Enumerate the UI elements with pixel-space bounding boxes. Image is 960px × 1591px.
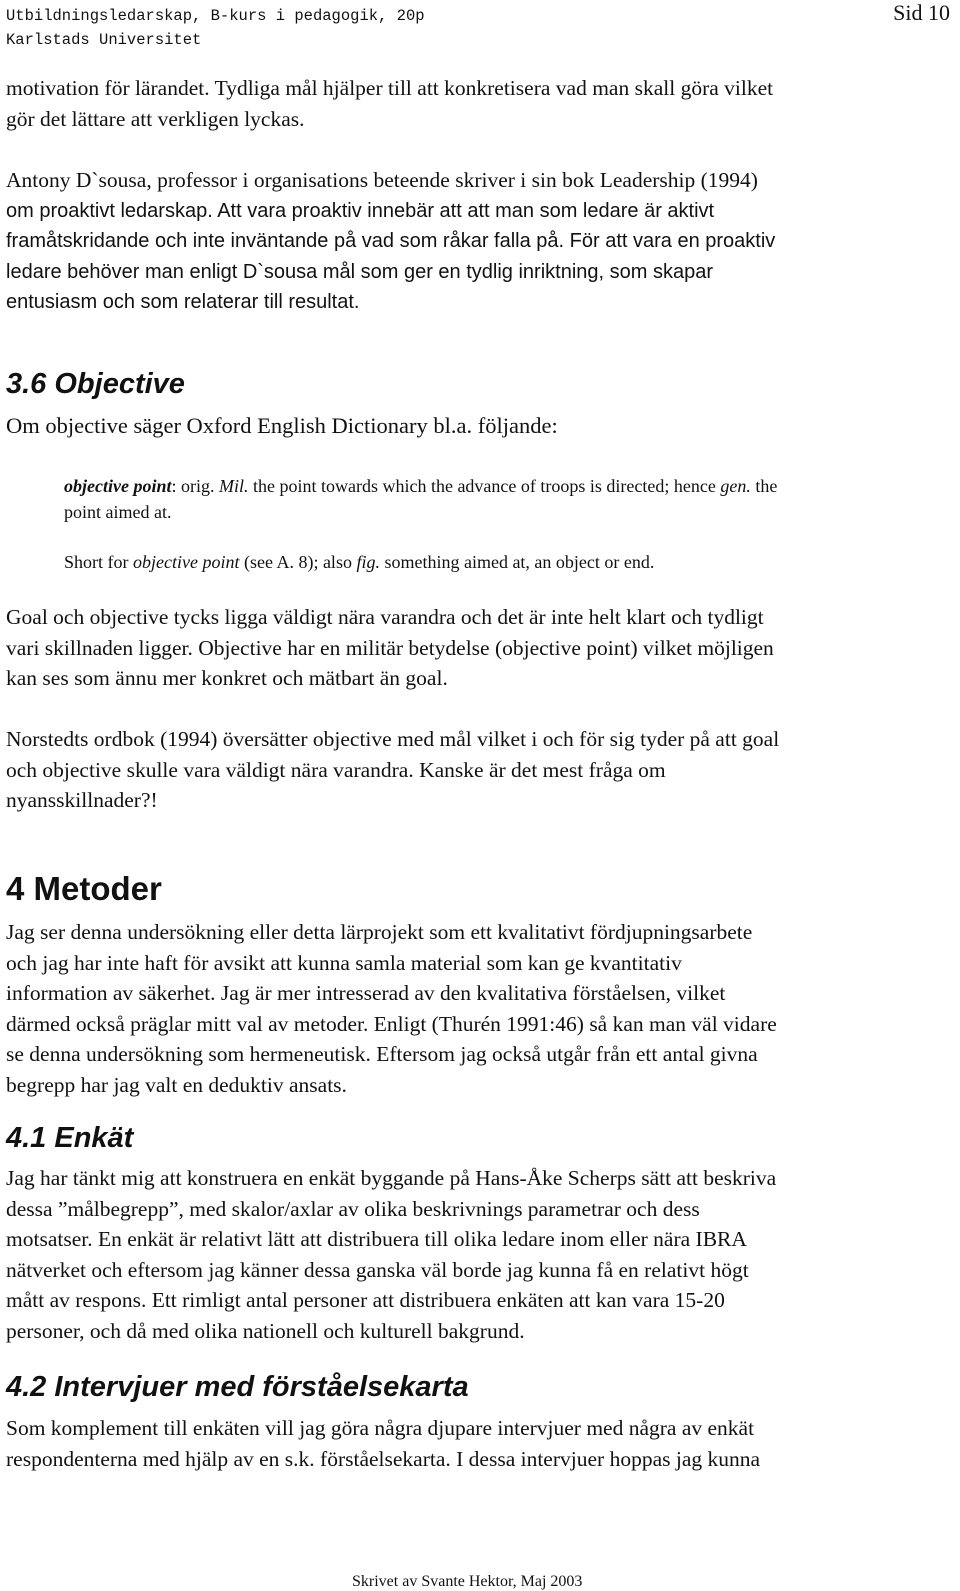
text-line: framåtskridande och inte inväntande på vad som råkar falla på. För att vara en proaktiv [6,230,776,252]
quote-term: objective point [133,552,240,572]
quote-abbrev: Mil. [218,476,249,496]
section-heading-4-2: 4.2 Intervjuer med förståelsekarta [6,1371,469,1403]
text-line: motsatser. En enkät är relativt lätt att distribuera till olika ledare inom eller nära IBRA [6,1227,747,1251]
page-number: Sid 10 [893,0,950,25]
text-line: ledare behöver man enligt D`sousa mål som ger en tydlig inriktning, som skapar [6,260,714,283]
quote-line [64,549,777,575]
paragraph-goal-objective [6,602,956,694]
text-line: kan ses som ännu mer konkret och mätbart än goal. [6,666,448,690]
text-line: motivation för lärandet. Tydliga mål hjälper till att konkretisera vad man skall göra vilket [6,76,774,100]
text-line: och jag har inte haft för avsikt att kunna samla material som kan ge kvantitativ [6,950,682,975]
quote-abbrev: fig. [356,552,380,572]
quote-text: something aimed at, an object or end. [379,552,655,572]
text-line: nyansskillnader?! [6,788,158,812]
university-name: Karlstads Universitet [6,31,202,49]
quote-line [64,473,777,499]
paragraph-intervjuer [6,1413,956,1474]
text-line: gör det lättare att verkligen lyckas. [6,106,305,131]
text-line: respondenterna med hjälp av en s.k. förståelsekarta. I dessa intervjuer hoppas jag kunna [6,1446,761,1471]
section-heading-4-1: 4.1 Enkät [6,1122,134,1154]
section-heading-3-6: 3.6 Objective [6,368,185,400]
quote-text: the point towards which the advance of troops is directed; hence [248,476,721,496]
course-title: Utbildningsledarskap, B-kurs i pedagogik, 20p [6,7,425,25]
text-line: mått av respons. Ett rimligt antal personer att distribuera enkäten att kan vara 15-20 [6,1288,725,1312]
text-line: Jag ser denna undersökning eller detta lärprojekt som ett kvalitativt fördjupningsarbete [6,920,753,944]
text-line: Goal och objective tycks ligga väldigt nära varandra och det är inte helt klart och tydligt [6,605,764,629]
text-line: entusiasm och som relaterar till resultat. [6,291,360,313]
paragraph-motivation [6,73,956,134]
page-footer: Skrivet av Svante Hektor, Maj 2003 [352,1573,583,1590]
text-line: därmed också präglar mitt val av metoder. Enligt (Thurén 1991:46) så kan man väl vidare [6,1011,777,1036]
text-line: dessa ”målbegrepp”, med skalor/axlar av olika beskrivnings parametrar och dess [6,1196,700,1221]
quote-line: point aimed at. [64,502,172,522]
section-intro: Om objective säger Oxford English Dictionary bl.a. följande: [6,413,558,438]
text-line: Antony D`sousa, professor i organisations beteende skriver i sin bok Leadership (1994) [6,168,758,192]
paragraph-dsousa [6,165,956,318]
quote-text: Short for [64,552,133,572]
text-line: personer, och då med olika nationell och kulturell bakgrund. [6,1318,525,1343]
text-line: Norstedts ordbok (1994) översätter objective med mål vilket i och för sig tyder på att goal [6,727,780,751]
paragraph-enkat [6,1163,956,1346]
text-line: nätverket och eftersom jag känner dessa ganska väl borde jag kunna få en relativt högt [6,1257,749,1282]
text-line: begrepp har jag valt en deduktiv ansats. [6,1072,347,1097]
text-line: se denna undersökning som hermeneutisk. Eftersom jag också utgår från ett antal givna [6,1042,758,1066]
section-heading-4: 4 Metoder [6,870,162,907]
quote-abbrev: gen. [720,476,751,496]
text-line: vari skillnaden ligger. Objective har en militär betydelse (objective point) vilket möjligen [6,635,774,660]
text-line: information av säkerhet. Jag är mer intresserad av den kvalitativa förståelsen, vilket [6,981,726,1005]
running-header [6,4,425,52]
text-line: om proaktivt ledarskap. Att vara proaktiv innebär att att man som ledare är aktivt [6,199,715,222]
quote-text: the [750,476,778,496]
text-line: och objective skulle vara väldigt nära varandra. Kanske är det mest fråga om [6,757,666,782]
quote-text: : orig. [171,476,219,496]
paragraph-norstedts [6,724,956,816]
text-line: Som komplement till enkäten vill jag göra några djupare intervjuer med några av enkät [6,1416,755,1440]
quote-term: objective point [64,476,172,496]
dictionary-quote [64,473,777,575]
quote-text: (see A. 8); also [239,552,357,572]
paragraph-metoder [6,917,956,1100]
text-line: Jag har tänkt mig att konstruera en enkät byggande på Hans-Åke Scherps sätt att beskriva [6,1166,777,1190]
